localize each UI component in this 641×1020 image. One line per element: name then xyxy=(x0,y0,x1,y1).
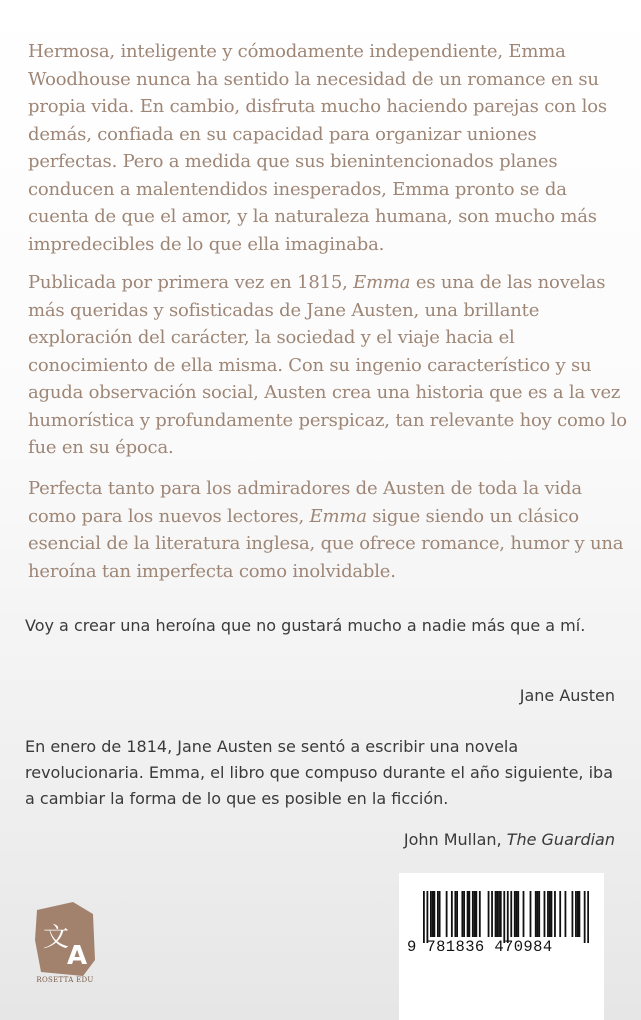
logo-glyph-a: A xyxy=(67,941,88,971)
barcode-bar xyxy=(488,891,490,937)
barcode-bar xyxy=(514,891,516,937)
barcode-bar xyxy=(432,891,434,937)
barcode-bar xyxy=(551,891,553,937)
blurb-p3-title: Emma xyxy=(309,505,367,527)
barcode-bar xyxy=(491,891,493,937)
barcode-bar xyxy=(538,891,540,937)
barcode-bar xyxy=(530,891,532,937)
barcode-bar xyxy=(523,891,525,937)
barcode-bar xyxy=(496,891,498,937)
publisher-name: ROSETTA EDU xyxy=(36,976,94,984)
barcode-bar xyxy=(498,891,500,937)
barcode-bar xyxy=(559,891,561,937)
barcode-bar xyxy=(554,891,556,937)
barcode-bar xyxy=(572,891,574,937)
barcode-bar xyxy=(456,891,458,937)
barcode-bar xyxy=(510,891,512,937)
barcode-bar xyxy=(426,891,428,943)
barcode-bar xyxy=(500,891,502,937)
blurb-paragraph-2 xyxy=(28,269,628,462)
blurb-p3-post: sigue siendo un clásico esencial de la literatura inglesa, que ofrece romance, humor y una heroína tan imperfecta como inolvidable. xyxy=(28,505,624,582)
barcode-bar xyxy=(549,891,551,937)
blurb-paragraph-3 xyxy=(28,475,628,585)
barcode-bar xyxy=(461,891,463,937)
quote-guardian-source: The Guardian xyxy=(506,830,615,849)
barcode-bar xyxy=(544,891,546,937)
blurb-p2-title: Emma xyxy=(353,272,411,293)
barcode-bar xyxy=(467,891,469,937)
barcode-bar xyxy=(430,891,432,937)
barcode-bar xyxy=(495,891,497,937)
barcode-bar xyxy=(517,891,519,937)
barcode-bar xyxy=(433,891,435,937)
quote-austen: Voy a crear una heroína que no gustará mucho a nadie más que a mí. xyxy=(25,616,586,635)
barcode-bar xyxy=(423,891,425,943)
isbn-digits: 9 781836 470984 xyxy=(407,938,553,956)
barcode-bar xyxy=(468,891,470,937)
barcode-bar xyxy=(437,891,439,937)
barcode-bar xyxy=(439,891,441,937)
blurb-p2-pre: Publicada por primera vez en 1815, xyxy=(28,272,354,293)
quote-austen-author: Jane Austen xyxy=(519,686,615,705)
barcode-bar xyxy=(584,891,586,943)
barcode-bar xyxy=(577,891,579,937)
barcode-bar xyxy=(535,891,537,937)
barcode-bar xyxy=(446,891,448,937)
barcode-bar xyxy=(537,891,539,937)
barcode-bar xyxy=(565,891,567,937)
barcode-bar xyxy=(579,891,581,937)
quote-guardian: En enero de 1814, Jane Austen se sentó a escribir una novela revolucionaria. Emma, el libro que compuso durante el año siguiente, iba a cambiar la forma de lo que es posible en la ficción. xyxy=(25,737,613,808)
barcode-bar xyxy=(463,891,465,937)
barcode-bar xyxy=(479,891,481,937)
quote-guardian-author xyxy=(404,827,615,853)
quote-guardian-author-name: John Mullan, xyxy=(403,830,507,849)
barcode-bar xyxy=(516,891,518,937)
barcode-bar xyxy=(472,891,474,937)
barcode-bar xyxy=(507,891,509,943)
isbn-barcode-panel xyxy=(399,873,604,1020)
barcode-bar xyxy=(587,891,589,943)
barcode-bar xyxy=(474,891,476,937)
blurb-p2-post: es una de las novelas más queridas y sofisticadas de Jane Austen, una brillante exploración del carácter, la sociedad y el viaje hacia el conocimiento de ella misma. Con su ingenio característico y su aguda observación social, Austen crea una historia que es a la vez humorística y profundamente perspicaz, tan relevante hoy como lo fue en su época. xyxy=(28,272,627,458)
barcode-bar xyxy=(475,891,477,937)
barcode-bar xyxy=(547,891,549,937)
barcode-bar xyxy=(451,891,453,937)
barcode-bar xyxy=(454,891,456,937)
barcode-icon xyxy=(423,891,589,943)
barcode-bar xyxy=(503,891,505,943)
logo-glyph-wen: 文 xyxy=(43,923,70,953)
blurb-p3-pre: Perfecta tanto para los admiradores de Austen de toda la vida como para los nuevos lectores, xyxy=(28,478,582,527)
blurb-paragraph-1: Hermosa, inteligente y cómodamente independiente, Emma Woodhouse nunca ha sentido la necesidad de un romance en su propia vida. En cambio, disfruta mucho haciendo parejas con los demás, confiada en su capacidad para organizar uniones perfectas. Pero a medida que sus bienintencionados planes conducen a malentendidos inesperados, Emma pronto se da cuenta de que el amor, y la naturaleza humana, son mucho más impredecibles de lo que ella imaginaba. xyxy=(28,41,607,255)
barcode-bar xyxy=(575,891,577,937)
